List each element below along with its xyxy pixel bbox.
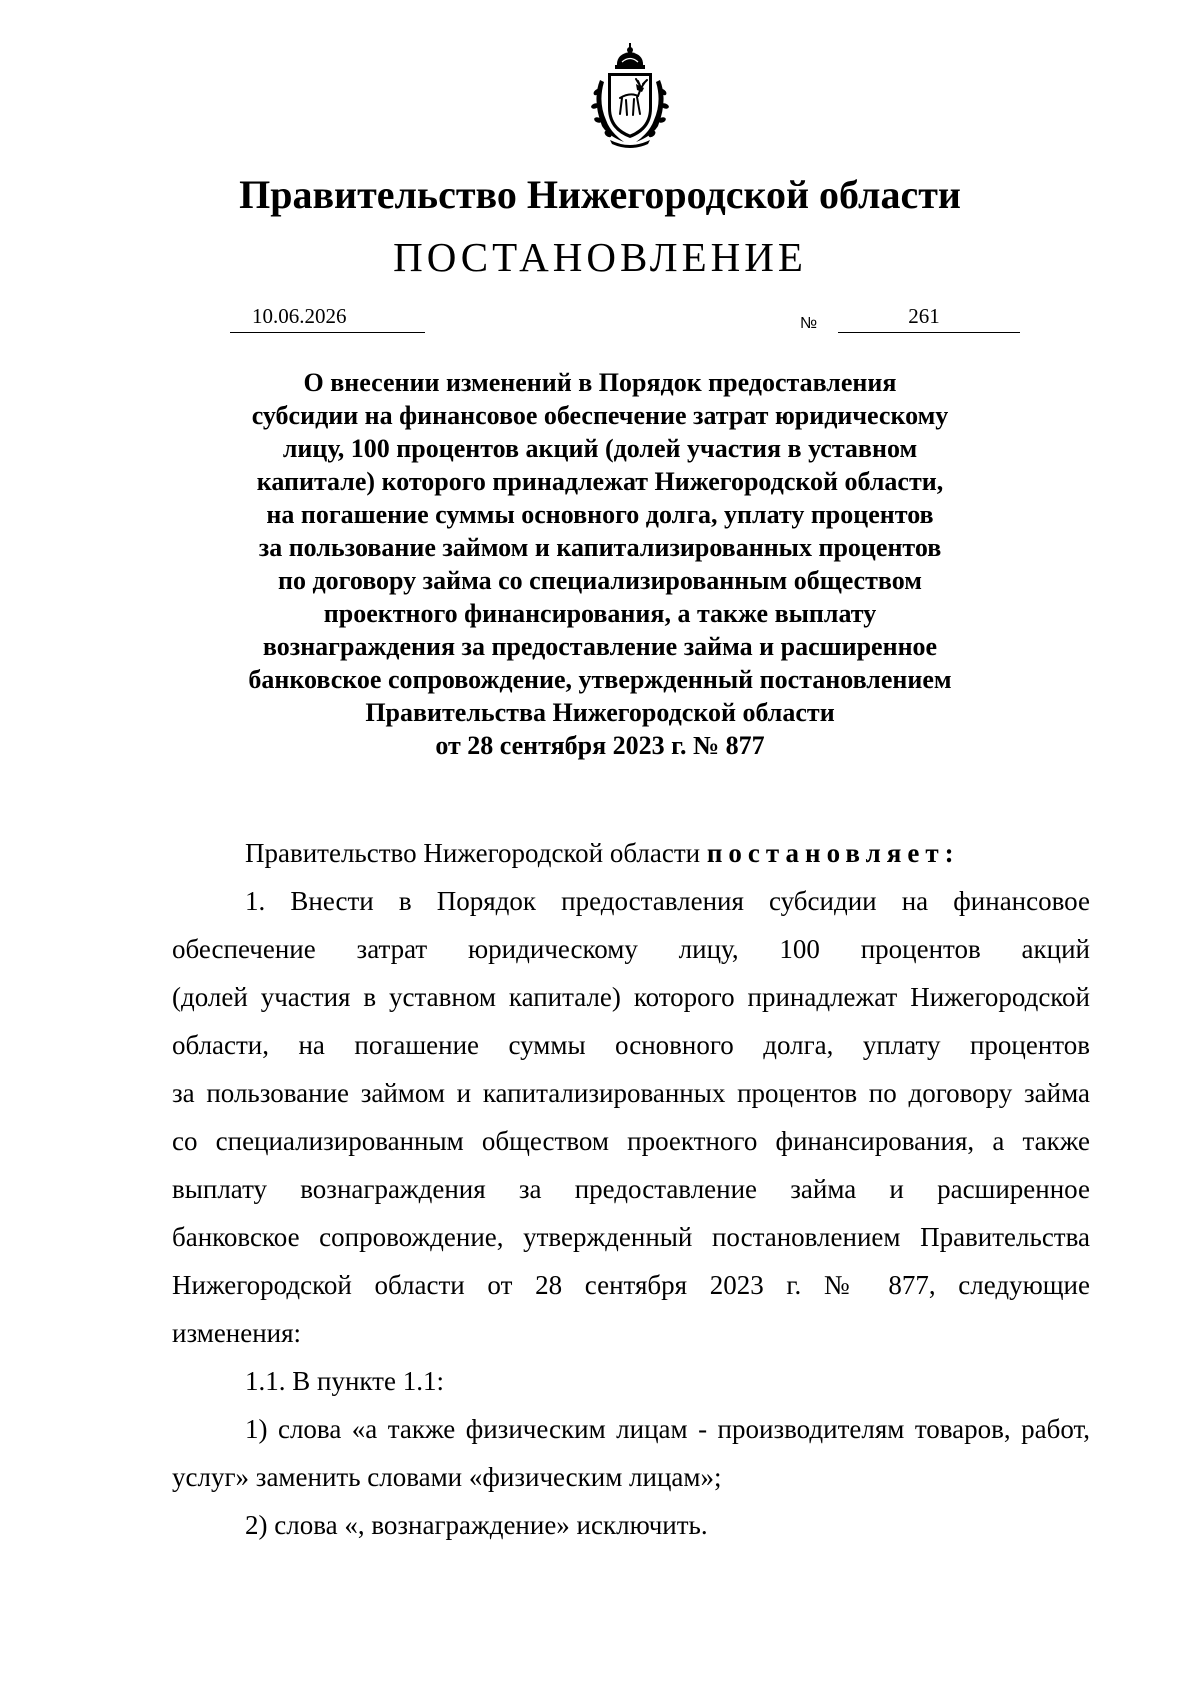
body-line: (долей участия в уставном капитале) которого принадлежат Нижегородской <box>172 982 1090 1012</box>
heading-line: по договору займа со специализированным обществом <box>278 566 922 595</box>
heading-line: Правительства Нижегородской области <box>365 698 835 727</box>
number-sign: № <box>800 315 818 332</box>
date-field <box>230 302 425 333</box>
preamble-lead: Правительство Нижегородской области <box>245 838 707 868</box>
coat-of-arms-icon <box>570 40 690 150</box>
body-line: области, на погашение суммы основного долга, уплату процентов <box>172 1030 1090 1060</box>
body-line: выплату вознаграждения за предоставление займа и расширенное <box>172 1174 1090 1204</box>
body-line: 1. Внести в Порядок предоставления субсидии на финансовое <box>245 886 1090 916</box>
heading-line: О внесении изменений в Порядок предоставления <box>303 368 897 397</box>
body-line: 1.1. В пункте 1.1: <box>245 1366 444 1396</box>
body-line: изменения: <box>172 1318 302 1348</box>
preamble-decree: постановляет: <box>706 838 960 868</box>
heading-line: капитале) которого принадлежат Нижегородской области, <box>256 467 944 496</box>
heading-line: за пользование займом и капитализированных процентов <box>258 533 942 562</box>
document-number: 261 <box>908 304 940 328</box>
heading-line: от 28 сентября 2023 г. № 877 <box>435 731 765 760</box>
document-heading <box>200 366 1000 762</box>
body-line: услуг» заменить словами «физическим лицам»; <box>172 1462 722 1492</box>
heading-line: вознаграждения за предоставление займа и расширенное <box>262 632 938 661</box>
body-line: 1) слова «а также физическим лицам - производителям товаров, работ, <box>245 1414 1090 1444</box>
body-line: обеспечение затрат юридическому лицу, 100 процентов акций <box>172 934 1090 964</box>
body-line: со специализированным обществом проектного финансирования, а также <box>172 1126 1090 1156</box>
heading-line: банковское сопровождение, утвержденный постановлением <box>248 665 952 694</box>
heading-line: субсидии на финансовое обеспечение затрат юридическому <box>251 401 949 430</box>
heading-line: на погашение суммы основного долга, уплату процентов <box>266 500 934 529</box>
body-line: 2) слова «, вознаграждение» исключить. <box>245 1510 708 1540</box>
document-date: 10.06.2026 <box>252 304 347 328</box>
heading-line: проектного финансирования, а также выплату <box>323 599 877 628</box>
preamble <box>245 836 1090 870</box>
number-field <box>838 302 1020 333</box>
body-line: Нижегородской области от 28 сентября 2023 г. № 877, следующие <box>172 1270 1090 1300</box>
heading-line: лицу, 100 процентов акций (долей участия в уставном <box>282 434 918 463</box>
body-line: банковское сопровождение, утвержденный постановлением Правительства <box>172 1222 1090 1252</box>
organization-title: Правительство Нижегородской области <box>239 172 961 217</box>
document-type: ПОСТАНОВЛЕНИЕ <box>393 234 807 280</box>
body-line: за пользование займом и капитализированных процентов по договору займа <box>172 1078 1090 1108</box>
